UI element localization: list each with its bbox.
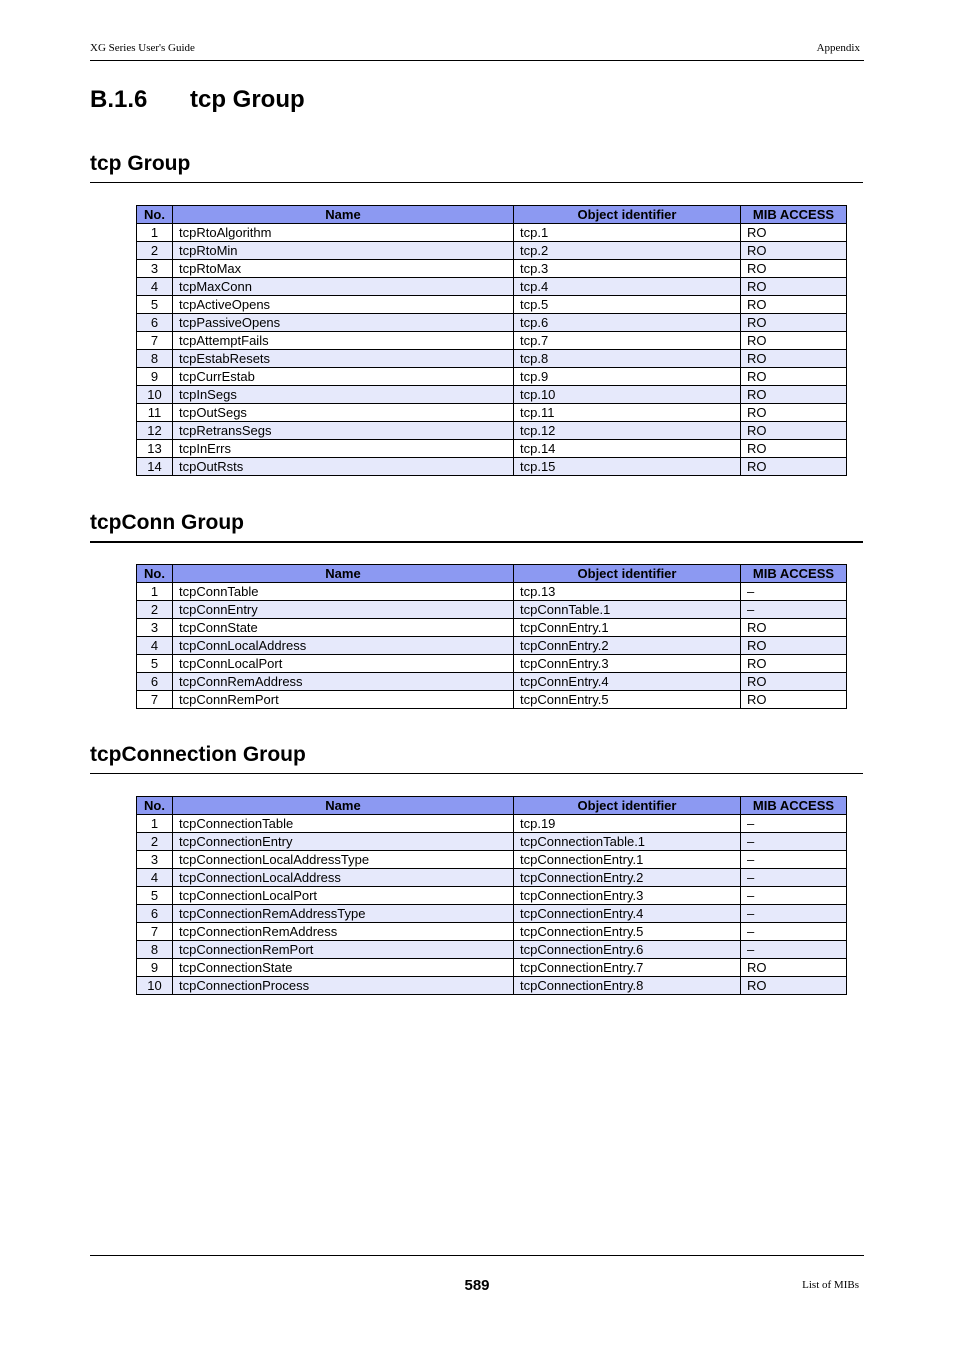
cell-mib-access: RO — [741, 637, 847, 655]
cell-name: tcpRtoAlgorithm — [173, 224, 514, 242]
table-row — [137, 601, 847, 619]
cell-object-identifier: tcp.15 — [514, 458, 741, 476]
table-row — [137, 637, 847, 655]
cell-no: 1 — [137, 583, 173, 601]
cell-no: 5 — [137, 887, 173, 905]
table-row — [137, 923, 847, 941]
cell-object-identifier: tcpConnectionEntry.3 — [514, 887, 741, 905]
cell-mib-access: RO — [741, 386, 847, 404]
table-row — [137, 887, 847, 905]
cell-name: tcpConnectionRemAddressType — [173, 905, 514, 923]
cell-object-identifier: tcp.9 — [514, 368, 741, 386]
cell-mib-access: RO — [741, 350, 847, 368]
column-header-name: Name — [173, 565, 514, 583]
cell-no: 11 — [137, 404, 173, 422]
cell-object-identifier: tcpConnectionTable.1 — [514, 833, 741, 851]
section-title-tcpconn-group: tcpConn Group — [90, 511, 863, 543]
cell-mib-access: – — [741, 851, 847, 869]
table-row — [137, 278, 847, 296]
cell-mib-access: RO — [741, 404, 847, 422]
cell-mib-access: – — [741, 815, 847, 833]
cell-mib-access: RO — [741, 242, 847, 260]
table-tcp-group — [136, 205, 847, 476]
column-header-oid: Object identifier — [514, 797, 741, 815]
table-row — [137, 977, 847, 995]
cell-name: tcpConnTable — [173, 583, 514, 601]
chapter-title — [90, 86, 305, 114]
table-row — [137, 404, 847, 422]
cell-no: 10 — [137, 386, 173, 404]
cell-no: 3 — [137, 851, 173, 869]
cell-name: tcpRtoMax — [173, 260, 514, 278]
cell-object-identifier: tcp.5 — [514, 296, 741, 314]
cell-mib-access: – — [741, 923, 847, 941]
cell-object-identifier: tcpConnEntry.5 — [514, 691, 741, 709]
cell-object-identifier: tcp.6 — [514, 314, 741, 332]
cell-mib-access: RO — [741, 458, 847, 476]
cell-object-identifier: tcpConnectionEntry.7 — [514, 959, 741, 977]
cell-mib-access: RO — [741, 260, 847, 278]
cell-mib-access: RO — [741, 655, 847, 673]
table-header-row — [137, 206, 847, 224]
table-row — [137, 833, 847, 851]
chapter-number: B.1.6 — [90, 86, 148, 113]
cell-no: 5 — [137, 296, 173, 314]
cell-no: 3 — [137, 260, 173, 278]
cell-name: tcpOutRsts — [173, 458, 514, 476]
cell-no: 2 — [137, 601, 173, 619]
cell-name: tcpConnectionProcess — [173, 977, 514, 995]
section-title-tcp-group: tcp Group — [90, 152, 863, 183]
cell-object-identifier: tcpConnectionEntry.1 — [514, 851, 741, 869]
table-row — [137, 905, 847, 923]
cell-object-identifier: tcp.2 — [514, 242, 741, 260]
cell-mib-access: – — [741, 601, 847, 619]
cell-name: tcpConnRemAddress — [173, 673, 514, 691]
cell-name: tcpConnLocalPort — [173, 655, 514, 673]
column-header-name: Name — [173, 206, 514, 224]
cell-name: tcpInErrs — [173, 440, 514, 458]
running-header — [90, 40, 864, 61]
table-row — [137, 440, 847, 458]
column-header-access: MIB ACCESS — [741, 797, 847, 815]
cell-name: tcpConnectionEntry — [173, 833, 514, 851]
cell-mib-access: RO — [741, 619, 847, 637]
table-row — [137, 314, 847, 332]
cell-object-identifier: tcp.10 — [514, 386, 741, 404]
cell-name: tcpAttemptFails — [173, 332, 514, 350]
cell-object-identifier: tcpConnectionEntry.2 — [514, 869, 741, 887]
cell-no: 7 — [137, 691, 173, 709]
cell-mib-access: RO — [741, 959, 847, 977]
cell-mib-access: RO — [741, 422, 847, 440]
table-row — [137, 458, 847, 476]
cell-no: 9 — [137, 959, 173, 977]
cell-no: 6 — [137, 314, 173, 332]
cell-mib-access: RO — [741, 673, 847, 691]
cell-mib-access: RO — [741, 278, 847, 296]
cell-name: tcpConnectionRemPort — [173, 941, 514, 959]
table-row — [137, 691, 847, 709]
cell-name: tcpConnectionLocalAddress — [173, 869, 514, 887]
column-header-access: MIB ACCESS — [741, 565, 847, 583]
cell-object-identifier: tcpConnTable.1 — [514, 601, 741, 619]
cell-no: 7 — [137, 332, 173, 350]
cell-mib-access: RO — [741, 440, 847, 458]
cell-name: tcpConnectionTable — [173, 815, 514, 833]
cell-mib-access: RO — [741, 224, 847, 242]
table-row — [137, 422, 847, 440]
cell-object-identifier: tcpConnectionEntry.4 — [514, 905, 741, 923]
cell-mib-access: – — [741, 833, 847, 851]
cell-no: 3 — [137, 619, 173, 637]
cell-object-identifier: tcpConnectionEntry.8 — [514, 977, 741, 995]
table-row — [137, 851, 847, 869]
column-header-oid: Object identifier — [514, 565, 741, 583]
cell-no: 8 — [137, 350, 173, 368]
cell-object-identifier: tcpConnEntry.2 — [514, 637, 741, 655]
footer-section-name: List of MIBs — [802, 1279, 859, 1291]
table-row — [137, 386, 847, 404]
cell-no: 13 — [137, 440, 173, 458]
cell-no: 8 — [137, 941, 173, 959]
cell-object-identifier: tcp.3 — [514, 260, 741, 278]
cell-mib-access: – — [741, 941, 847, 959]
cell-no: 2 — [137, 242, 173, 260]
cell-mib-access: – — [741, 905, 847, 923]
chapter-title-text: tcp Group — [190, 86, 305, 113]
column-header-access: MIB ACCESS — [741, 206, 847, 224]
cell-object-identifier: tcp.13 — [514, 583, 741, 601]
cell-object-identifier: tcp.1 — [514, 224, 741, 242]
cell-no: 4 — [137, 869, 173, 887]
table-header-row — [137, 797, 847, 815]
cell-name: tcpRtoMin — [173, 242, 514, 260]
table-row — [137, 242, 847, 260]
cell-name: tcpMaxConn — [173, 278, 514, 296]
table-row — [137, 224, 847, 242]
cell-mib-access: – — [741, 583, 847, 601]
table-row — [137, 619, 847, 637]
table-row — [137, 260, 847, 278]
cell-name: tcpCurrEstab — [173, 368, 514, 386]
table-row — [137, 869, 847, 887]
table-row — [137, 941, 847, 959]
cell-mib-access: RO — [741, 332, 847, 350]
section-title-tcpconnection-group: tcpConnection Group — [90, 743, 863, 774]
cell-no: 6 — [137, 673, 173, 691]
cell-mib-access: RO — [741, 691, 847, 709]
page-number: 589 — [464, 1277, 490, 1294]
cell-name: tcpConnLocalAddress — [173, 637, 514, 655]
cell-object-identifier: tcpConnEntry.3 — [514, 655, 741, 673]
cell-name: tcpConnEntry — [173, 601, 514, 619]
cell-no: 10 — [137, 977, 173, 995]
cell-name: tcpInSegs — [173, 386, 514, 404]
cell-no: 9 — [137, 368, 173, 386]
cell-no: 1 — [137, 224, 173, 242]
table-header-row — [137, 565, 847, 583]
column-header-no: No. — [137, 565, 173, 583]
header-document-title: XG Series User's Guide — [90, 42, 195, 54]
table-row — [137, 815, 847, 833]
column-header-no: No. — [137, 206, 173, 224]
header-section-name: Appendix — [816, 42, 860, 54]
cell-object-identifier: tcpConnEntry.1 — [514, 619, 741, 637]
cell-no: 12 — [137, 422, 173, 440]
cell-name: tcpConnectionRemAddress — [173, 923, 514, 941]
cell-mib-access: RO — [741, 314, 847, 332]
footer-divider — [90, 1255, 864, 1256]
table-row — [137, 655, 847, 673]
table-row — [137, 332, 847, 350]
cell-no: 1 — [137, 815, 173, 833]
column-header-oid: Object identifier — [514, 206, 741, 224]
cell-no: 5 — [137, 655, 173, 673]
table-row — [137, 350, 847, 368]
table-row — [137, 959, 847, 977]
cell-mib-access: – — [741, 887, 847, 905]
table-tcpconnection-group — [136, 796, 847, 995]
cell-mib-access: – — [741, 869, 847, 887]
cell-object-identifier: tcpConnectionEntry.6 — [514, 941, 741, 959]
table-row — [137, 673, 847, 691]
cell-name: tcpConnectionLocalAddressType — [173, 851, 514, 869]
cell-no: 6 — [137, 905, 173, 923]
cell-mib-access: RO — [741, 977, 847, 995]
cell-object-identifier: tcp.7 — [514, 332, 741, 350]
cell-object-identifier: tcp.4 — [514, 278, 741, 296]
cell-object-identifier: tcp.19 — [514, 815, 741, 833]
cell-name: tcpConnRemPort — [173, 691, 514, 709]
cell-name: tcpPassiveOpens — [173, 314, 514, 332]
table-row — [137, 368, 847, 386]
cell-name: tcpActiveOpens — [173, 296, 514, 314]
cell-no: 4 — [137, 637, 173, 655]
cell-no: 4 — [137, 278, 173, 296]
cell-name: tcpConnectionLocalPort — [173, 887, 514, 905]
cell-name: tcpConnState — [173, 619, 514, 637]
cell-no: 14 — [137, 458, 173, 476]
cell-no: 2 — [137, 833, 173, 851]
cell-object-identifier: tcp.14 — [514, 440, 741, 458]
cell-object-identifier: tcpConnEntry.4 — [514, 673, 741, 691]
table-tcpconn-group — [136, 564, 847, 709]
cell-object-identifier: tcp.11 — [514, 404, 741, 422]
cell-name: tcpOutSegs — [173, 404, 514, 422]
table-row — [137, 296, 847, 314]
column-header-no: No. — [137, 797, 173, 815]
cell-name: tcpRetransSegs — [173, 422, 514, 440]
cell-no: 7 — [137, 923, 173, 941]
cell-name: tcpConnectionState — [173, 959, 514, 977]
cell-object-identifier: tcpConnectionEntry.5 — [514, 923, 741, 941]
cell-name: tcpEstabResets — [173, 350, 514, 368]
cell-object-identifier: tcp.12 — [514, 422, 741, 440]
column-header-name: Name — [173, 797, 514, 815]
cell-mib-access: RO — [741, 296, 847, 314]
table-row — [137, 583, 847, 601]
cell-mib-access: RO — [741, 368, 847, 386]
cell-object-identifier: tcp.8 — [514, 350, 741, 368]
